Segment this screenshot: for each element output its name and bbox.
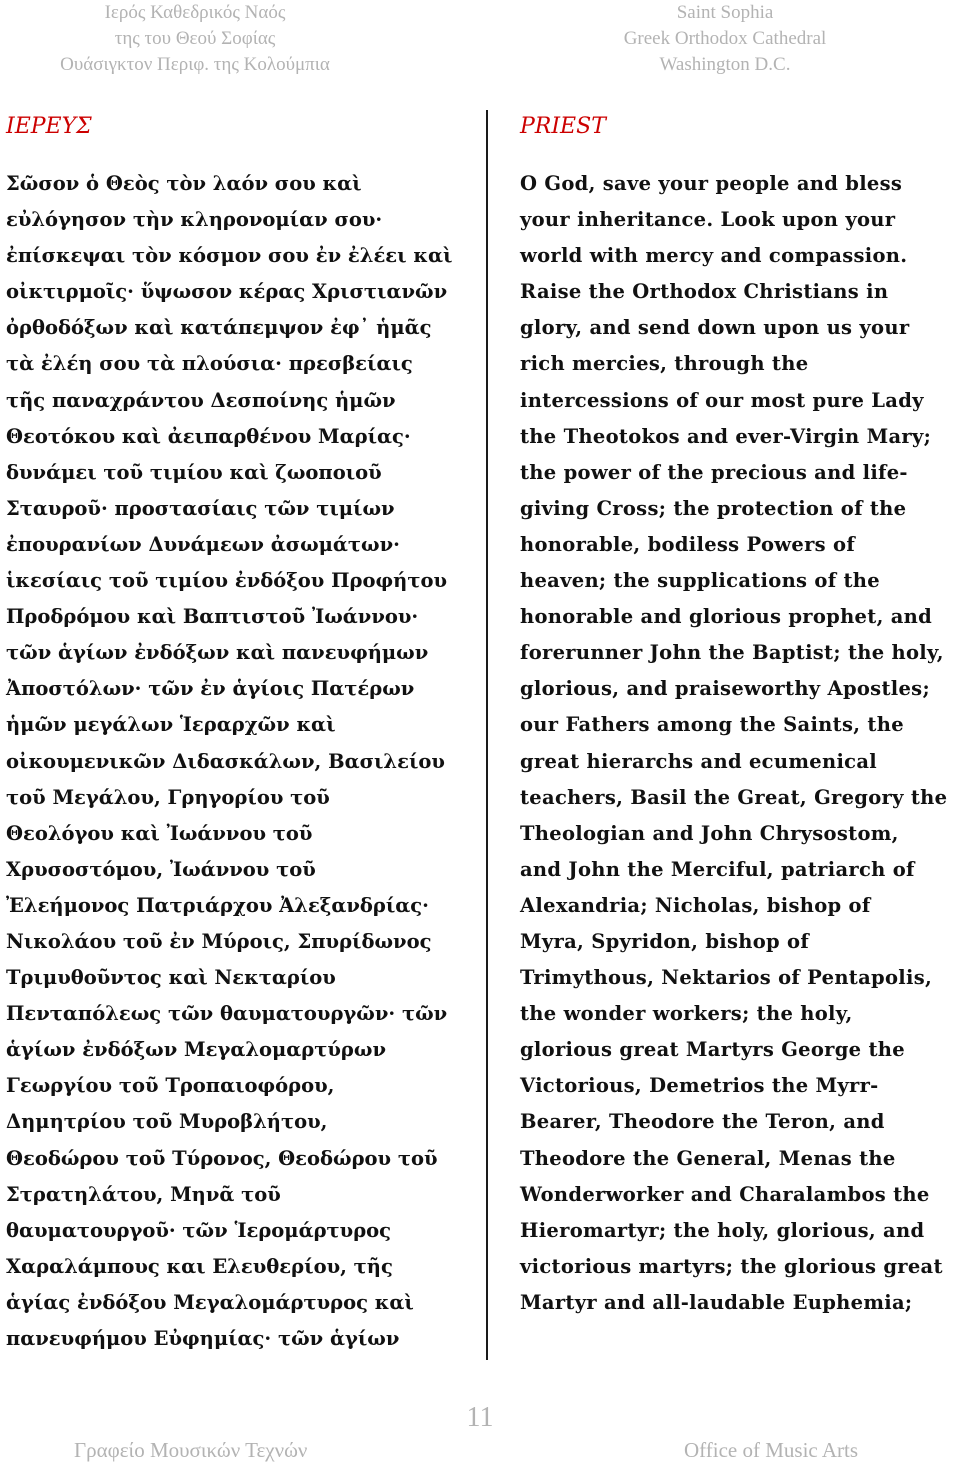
greek-text-line: Χρυσοστόμου, Ἰωάννου τοῦ <box>6 857 316 881</box>
english-text-line: our Fathers among the Saints, the <box>520 713 904 737</box>
english-text-line: glory, and send down upon us your <box>520 316 910 340</box>
greek-text-line: εὐλόγησον τὴν κληρονομίαν σου· <box>6 208 383 232</box>
english-text-line: glorious great Martyrs George the <box>520 1038 905 1062</box>
greek-text-line: ἐπουρανίων Δυνάμεων ἀσωμάτων· <box>6 532 400 556</box>
greek-text-line: Νικολάου τοῦ ἐν Μύροις, Σπυρίδωνος <box>6 929 432 953</box>
greek-text-line: θαυματουργοῦ· τῶν Ἱερομάρτυρος <box>6 1218 392 1242</box>
greek-text-line: ἁγίων ἐνδόξων Μεγαλομαρτύρων <box>6 1038 386 1062</box>
english-text-line: teachers, Basil the Great, Gregory the <box>520 785 948 809</box>
header-left-line: της του Θεού Σοφίας <box>114 28 276 49</box>
role-label-greek: ΙΕΡΕΥΣ <box>6 114 92 139</box>
english-text-line: victorious martyrs; the glorious great <box>520 1254 943 1278</box>
greek-text-line: Θεολόγου καὶ Ἰωάννου τοῦ <box>6 821 313 845</box>
greek-text-line: Χαραλάμπους και Ελευθερίου, τῆς <box>6 1254 393 1278</box>
footer-right: Office of Music Arts <box>684 1438 858 1462</box>
greek-text-line: πανευφήμου Εὐφημίας· τῶν ἁγίων <box>6 1327 400 1350</box>
english-text-line: great hierarchs and ecumenical <box>520 749 877 773</box>
greek-text-line: Σῶσον ὁ Θεὸς τὸν λαόν σου καὶ <box>6 172 362 195</box>
greek-text-line: Θεοτόκου καὶ ἀειπαρθένου Μαρίας· <box>6 424 411 448</box>
english-text-line: forerunner John the Baptist; the holy, <box>520 641 944 665</box>
english-text-line: Martyr and all-laudable Euphemia; <box>520 1290 913 1314</box>
greek-text-line: Ἀποστόλων· τῶν ἐν ἁγίοις Πατέρων <box>6 677 415 701</box>
greek-text-line: ὀρθοδόξων καὶ κατάπεμψον ἐφ᾿ ἡμᾶς <box>6 316 432 340</box>
english-text-line: Raise the Orthodox Christians in <box>520 280 889 304</box>
english-text-line: the Theotokos and ever-Virgin Mary; <box>520 424 932 448</box>
greek-text-line: τῆς παναχράντου Δεσποίνης ἡμῶν <box>6 388 396 412</box>
english-text-line: Theodore the General, Menas the <box>520 1146 896 1170</box>
header-left-line: Ουάσιγκτον Περιφ. της Κολούμπια <box>60 54 330 75</box>
english-text-line: Alexandria; Nicholas, bishop of <box>520 893 871 917</box>
english-text-line: Bearer, Theodore the Teron, and <box>520 1110 885 1134</box>
english-text-line: Wonderworker and Charalambos the <box>520 1182 930 1206</box>
greek-text-line: οἰκουμενικῶν Διδασκάλων, Βασιλείου <box>6 749 445 773</box>
page-number: 11 <box>466 1402 494 1433</box>
english-text-line: Victorious, Demetrios the Myrr- <box>520 1074 879 1098</box>
greek-text-line: Πενταπόλεως τῶν θαυματουργῶν· τῶν <box>6 1002 448 1026</box>
english-text-column <box>520 166 955 1321</box>
role-label-english: PRIEST <box>520 114 606 139</box>
greek-text-line: Στρατηλάτου, Μηνᾶ τοῦ <box>6 1182 281 1206</box>
english-text-line: the power of the precious and life- <box>520 460 908 484</box>
greek-text-line: Τριμυθοῦντος καὶ Νεκταρίου <box>6 966 336 990</box>
header-right-line: Washington D.C. <box>659 54 791 75</box>
english-text-line: world with mercy and compassion. <box>520 244 908 268</box>
greek-text-line: ἡμῶν μεγάλων Ἱεραρχῶν καὶ <box>6 713 336 737</box>
english-text-line: and John the Merciful, patriarch of <box>520 857 915 881</box>
greek-text-line: Δημητρίου τοῦ Μυροβλήτου, <box>6 1110 328 1134</box>
greek-text-line: τὰ ἐλέη σου τὰ πλούσια· πρεσβείαις <box>6 352 413 376</box>
greek-text-line: Γεωργίου τοῦ Τροπαιοφόρου, <box>6 1074 335 1098</box>
greek-text-line: τῶν ἁγίων ἐνδόξων καὶ πανευφήμων <box>6 641 429 665</box>
english-text-line: Myra, Spyridon, bishop of <box>520 929 810 953</box>
english-text-line: rich mercies, through the <box>520 352 809 376</box>
greek-text-line: Προδρόμου καὶ Βαπτιστοῦ Ἰωάννου· <box>6 605 419 629</box>
header-left-line: Ιερός Καθεδρικός Ναός <box>104 2 286 23</box>
english-text-line: O God, save your people and bless <box>520 172 903 195</box>
english-text-line: Theologian and John Chrysostom, <box>520 821 899 845</box>
english-text-line: honorable and glorious prophet, and <box>520 605 933 629</box>
header-right-line: Greek Orthodox Cathedral <box>623 28 827 49</box>
greek-text-line: οἰκτιρμοῖς· ὕψωσον κέρας Χριστιανῶν <box>6 280 448 304</box>
greek-text-line: ἐπίσκεψαι τὸν κόσμον σου ἐν ἐλέει καὶ <box>6 244 453 268</box>
english-text-line: heaven; the supplications of the <box>520 569 880 593</box>
greek-text-line: τοῦ Μεγάλου, Γρηγορίου τοῦ <box>6 785 330 809</box>
header-right <box>555 0 895 78</box>
greek-text-line: ἱκεσίαις τοῦ τιμίου ἐνδόξου Προφήτου <box>6 569 447 593</box>
greek-text-line: Σταυροῦ· προστασίαις τῶν τιμίων <box>6 496 395 520</box>
greek-text-column <box>6 166 476 1357</box>
english-text-line: the wonder workers; the holy, <box>520 1002 853 1026</box>
english-text-line: intercessions of our most pure Lady <box>520 388 924 412</box>
english-text-line: Hieromartyr; the holy, glorious, and <box>520 1218 925 1242</box>
greek-text-line: ἁγίας ἐνδόξου Μεγαλομάρτυρος καὶ <box>6 1290 414 1314</box>
column-divider <box>486 110 488 1360</box>
english-text-line: your inheritance. Look upon your <box>520 208 896 232</box>
header-left <box>0 0 390 78</box>
greek-text-line: Ἐλεήμονος Πατριάρχου Ἀλεξανδρίας· <box>6 893 429 917</box>
greek-text-line: δυνάμει τοῦ τιμίου καὶ ζωοποιοῦ <box>6 460 382 484</box>
english-text-line: honorable, bodiless Powers of <box>520 532 856 556</box>
footer-left: Γραφείο Μουσικών Τεχνών <box>74 1438 308 1462</box>
header-right-line: Saint Sophia <box>676 2 774 23</box>
english-text-line: Trimythous, Nektarios of Pentapolis, <box>520 966 933 990</box>
greek-text-line: Θεοδώρου τοῦ Τύρονος, Θεοδώρου τοῦ <box>6 1146 438 1170</box>
english-text-line: giving Cross; the protection of the <box>520 496 907 520</box>
english-text-line: glorious, and praiseworthy Apostles; <box>520 677 930 701</box>
